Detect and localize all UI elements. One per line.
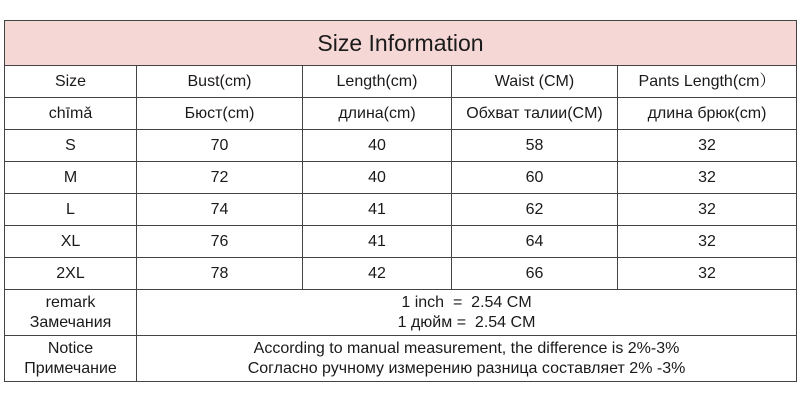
header-size-ru: chīmǎ — [5, 98, 137, 130]
notice-label-english: Notice — [47, 339, 94, 357]
waist-cell: 58 — [452, 130, 618, 162]
table-row — [5, 258, 797, 290]
pants-length-cell: 32 — [618, 162, 797, 194]
size-cell: L — [5, 194, 137, 226]
header-waist-ru: Обхват талии(CM) — [452, 98, 618, 130]
pants-length-cell: 32 — [618, 194, 797, 226]
header-pants-length: Pants Length(cm） — [618, 66, 797, 98]
table-row — [5, 162, 797, 194]
bust-cell: 78 — [137, 258, 303, 290]
header-bust: Bust(cm) — [137, 66, 303, 98]
length-cell: 41 — [303, 226, 452, 258]
remark-line-russian: 1 дюйм = 2.54 CM — [397, 313, 536, 331]
remark-line-english: 1 inch = 2.54 CM — [401, 293, 532, 311]
pants-length-cell: 32 — [618, 258, 797, 290]
length-cell: 40 — [303, 162, 452, 194]
header-length: Length(cm) — [303, 66, 452, 98]
header-waist: Waist (CM) — [452, 66, 618, 98]
size-cell: XL — [5, 226, 137, 258]
length-cell: 41 — [303, 194, 452, 226]
notice-label-russian: Примечание — [24, 359, 117, 377]
table-row — [5, 194, 797, 226]
notice-content — [137, 336, 797, 382]
remark-label-english: remark — [45, 293, 96, 311]
notice-label — [5, 336, 137, 382]
size-cell: 2XL — [5, 258, 137, 290]
notice-row — [5, 336, 797, 382]
length-cell: 40 — [303, 130, 452, 162]
header-length-ru: длина(cm) — [303, 98, 452, 130]
bust-cell: 72 — [137, 162, 303, 194]
title-row — [5, 21, 797, 66]
notice-line-english: According to manual measurement, the difference is 2%-3% — [253, 339, 680, 357]
header-row-russian — [5, 98, 797, 130]
remark-label — [5, 290, 137, 336]
header-row-english — [5, 66, 797, 98]
bust-cell: 70 — [137, 130, 303, 162]
pants-length-cell: 32 — [618, 226, 797, 258]
pants-length-cell: 32 — [618, 130, 797, 162]
header-size: Size — [5, 66, 137, 98]
waist-cell: 62 — [452, 194, 618, 226]
notice-line-russian: Согласно ручному измерению разница составляет 2% -3% — [247, 359, 686, 377]
table-title: Size Information — [5, 21, 797, 66]
remark-row — [5, 290, 797, 336]
size-cell: M — [5, 162, 137, 194]
table-row — [5, 130, 797, 162]
waist-cell: 60 — [452, 162, 618, 194]
header-pants-length-ru: длина брюк(cm) — [618, 98, 797, 130]
bust-cell: 76 — [137, 226, 303, 258]
remark-label-russian: Замечания — [29, 313, 112, 331]
size-cell: S — [5, 130, 137, 162]
header-bust-ru: Бюст(cm) — [137, 98, 303, 130]
size-table — [4, 20, 797, 382]
remark-content — [137, 290, 797, 336]
length-cell: 42 — [303, 258, 452, 290]
waist-cell: 64 — [452, 226, 618, 258]
table-row — [5, 226, 797, 258]
bust-cell: 74 — [137, 194, 303, 226]
waist-cell: 66 — [452, 258, 618, 290]
